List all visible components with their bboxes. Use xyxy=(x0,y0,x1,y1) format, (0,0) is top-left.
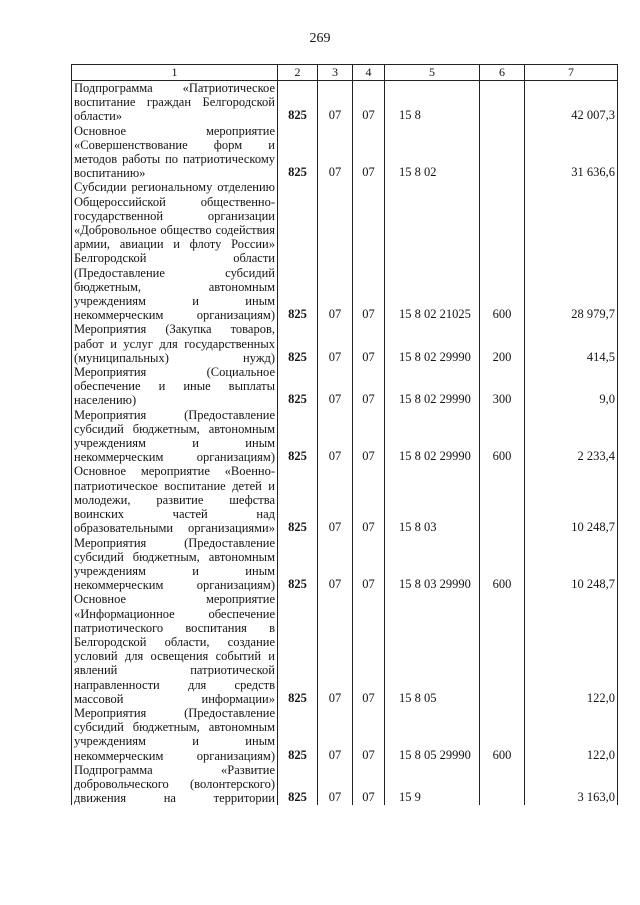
row-section: 07 xyxy=(318,81,353,124)
row-name: Мероприятия (Социальное обеспечение и иные выплаты населению) xyxy=(72,365,278,408)
row-name: Мероприятия (Закупка товаров, работ и услуг для государственных (муниципальных) нужд) xyxy=(72,322,278,365)
row-name: Подпрограмма «Патриотическое воспитание граждан Белгородской области» xyxy=(72,81,278,124)
header-cell-amount: 7 xyxy=(525,65,618,81)
row-subsection: 07 xyxy=(353,464,385,535)
row-section: 07 xyxy=(318,365,353,408)
header-cell-subsection: 4 xyxy=(353,65,385,81)
row-name: Основное мероприятие «Военно-патриотическое воспитание детей и молодежи, развитие шефства воинских частей над образовательными организациями» xyxy=(72,464,278,535)
row-target-code: 15 8 03 29990 xyxy=(385,536,480,593)
row-section: 07 xyxy=(318,408,353,465)
header-cell-target: 5 xyxy=(385,65,480,81)
table-row xyxy=(72,180,618,322)
row-expense-type: 600 xyxy=(480,180,525,322)
row-subsection: 07 xyxy=(353,592,385,706)
header-row xyxy=(72,65,618,81)
row-section: 07 xyxy=(318,180,353,322)
table-row xyxy=(72,81,618,124)
row-section: 07 xyxy=(318,536,353,593)
row-target-code: 15 8 05 xyxy=(385,592,480,706)
row-target-code: 15 8 02 21025 xyxy=(385,180,480,322)
row-expense-type xyxy=(480,81,525,124)
row-admin-code: 825 xyxy=(278,464,318,535)
row-amount: 28 979,7 xyxy=(525,180,618,322)
row-target-code: 15 8 03 xyxy=(385,464,480,535)
row-expense-type xyxy=(480,763,525,806)
row-admin-code: 825 xyxy=(278,365,318,408)
row-amount: 10 248,7 xyxy=(525,464,618,535)
row-amount: 9,0 xyxy=(525,365,618,408)
row-subsection: 07 xyxy=(353,536,385,593)
row-admin-code: 825 xyxy=(278,536,318,593)
table-row xyxy=(72,763,618,806)
row-subsection: 07 xyxy=(353,365,385,408)
row-admin-code: 825 xyxy=(278,706,318,763)
row-expense-type: 600 xyxy=(480,706,525,763)
row-name: Подпрограмма «Развитие добровольческого (волонтерского) движения на территории xyxy=(72,763,278,806)
row-target-code: 15 8 02 29990 xyxy=(385,365,480,408)
row-name: Субсидии региональному отделению Общероссийской общественно-государственной организации «Добровольное общество содействия армии, авиации и флоту России» Белгородской области (Предоставление субсидий бюджетным, автономным учреждениям и иным некоммерческим организациям) xyxy=(72,180,278,322)
row-name: Мероприятия (Предоставление субсидий бюджетным, автономным учреждениям и иным некоммерческим организациям) xyxy=(72,706,278,763)
row-amount: 414,5 xyxy=(525,322,618,365)
row-target-code: 15 9 xyxy=(385,763,480,806)
row-subsection: 07 xyxy=(353,124,385,181)
row-name: Мероприятия (Предоставление субсидий бюджетным, автономным учреждениям и иным некоммерческим организациям) xyxy=(72,408,278,465)
header-cell-section: 3 xyxy=(318,65,353,81)
row-expense-type: 200 xyxy=(480,322,525,365)
row-admin-code: 825 xyxy=(278,124,318,181)
header-cell-admin: 2 xyxy=(278,65,318,81)
table-row xyxy=(72,322,618,365)
row-section: 07 xyxy=(318,763,353,806)
row-section: 07 xyxy=(318,706,353,763)
table-row xyxy=(72,124,618,181)
row-subsection: 07 xyxy=(353,763,385,806)
row-section: 07 xyxy=(318,322,353,365)
row-name: Основное мероприятие «Совершенствование форм и методов работы по патриотическому воспитанию» xyxy=(72,124,278,181)
row-name: Мероприятия (Предоставление субсидий бюджетным, автономным учреждениям и иным некоммерческим организациям) xyxy=(72,536,278,593)
row-expense-type: 300 xyxy=(480,365,525,408)
row-amount: 122,0 xyxy=(525,706,618,763)
row-amount: 2 233,4 xyxy=(525,408,618,465)
row-section: 07 xyxy=(318,124,353,181)
row-expense-type xyxy=(480,592,525,706)
row-admin-code: 825 xyxy=(278,322,318,365)
row-expense-type: 600 xyxy=(480,408,525,465)
row-admin-code: 825 xyxy=(278,763,318,806)
row-amount: 10 248,7 xyxy=(525,536,618,593)
table-row xyxy=(72,464,618,535)
table-row xyxy=(72,592,618,706)
row-section: 07 xyxy=(318,592,353,706)
header-cell-name: 1 xyxy=(72,65,278,81)
header-cell-expense: 6 xyxy=(480,65,525,81)
row-expense-type: 600 xyxy=(480,536,525,593)
table-row xyxy=(72,365,618,408)
row-target-code: 15 8 xyxy=(385,81,480,124)
row-amount: 42 007,3 xyxy=(525,81,618,124)
row-subsection: 07 xyxy=(353,706,385,763)
row-section: 07 xyxy=(318,464,353,535)
table-row xyxy=(72,706,618,763)
row-admin-code: 825 xyxy=(278,81,318,124)
row-admin-code: 825 xyxy=(278,592,318,706)
budget-table xyxy=(71,64,618,805)
table-row xyxy=(72,408,618,465)
page-number: 269 xyxy=(309,31,331,46)
row-name: Основное мероприятие «Информационное обеспечение патриотического воспитания в Белгородской области, создание условий для освещения событий и явлений патриотической направленности для средств массовой информации» xyxy=(72,592,278,706)
row-subsection: 07 xyxy=(353,322,385,365)
table-row xyxy=(72,536,618,593)
row-expense-type xyxy=(480,124,525,181)
row-target-code: 15 8 02 xyxy=(385,124,480,181)
row-amount: 3 163,0 xyxy=(525,763,618,806)
row-amount: 31 636,6 xyxy=(525,124,618,181)
row-subsection: 07 xyxy=(353,180,385,322)
row-subsection: 07 xyxy=(353,408,385,465)
row-admin-code: 825 xyxy=(278,180,318,322)
row-admin-code: 825 xyxy=(278,408,318,465)
row-target-code: 15 8 05 29990 xyxy=(385,706,480,763)
row-expense-type xyxy=(480,464,525,535)
row-target-code: 15 8 02 29990 xyxy=(385,408,480,465)
row-subsection: 07 xyxy=(353,81,385,124)
row-target-code: 15 8 02 29990 xyxy=(385,322,480,365)
row-amount: 122,0 xyxy=(525,592,618,706)
